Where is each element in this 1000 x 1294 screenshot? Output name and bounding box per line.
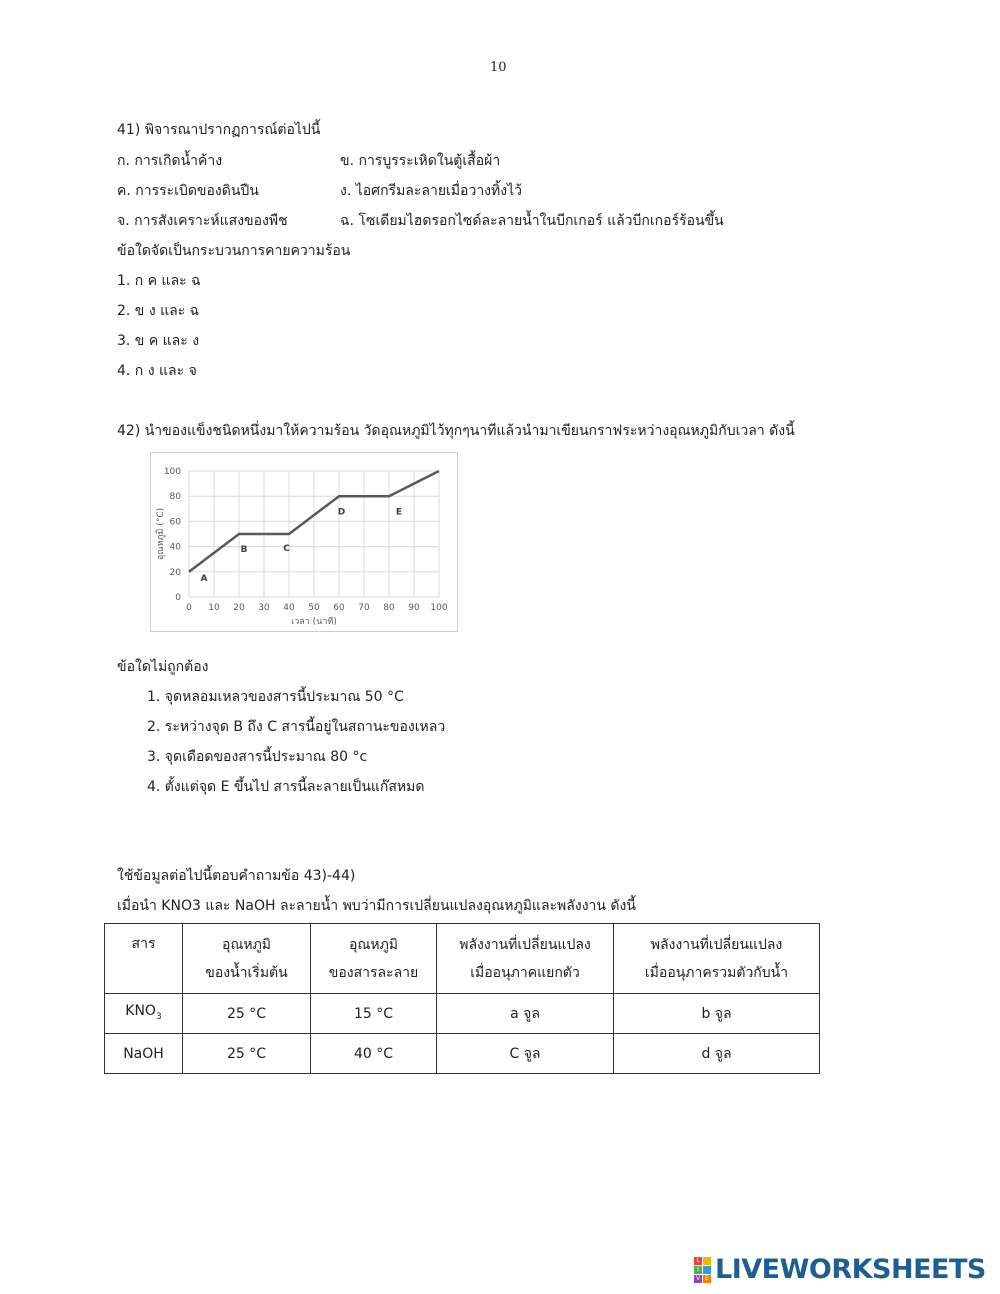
x-tick-label: 10 <box>208 603 220 613</box>
header-water-temp-line1: อุณหภูมิ <box>221 936 272 953</box>
page-number: 10 <box>490 60 507 75</box>
q41-item-chor: ฉ. โซเดียมไฮดรอกไซด์ละลายน้ำในบีกเกอร์ แล้วบีกเกอร์ร้อนขึ้น <box>340 213 724 229</box>
logo-block <box>703 1257 711 1265</box>
q41-item-ko: ก. การเกิดน้ำค้าง <box>117 153 223 169</box>
cell-energy-combine[interactable]: b จูล <box>614 994 820 1034</box>
y-tick-label: 100 <box>163 467 181 477</box>
q41-choice-1[interactable]: 1. ก ค และ ฉ <box>117 273 201 289</box>
q41-item-kho: ข. การบูรระเหิดในตู้เสื้อผ้า <box>340 153 501 169</box>
logo-text: LIVEWORKSHEETS <box>715 1254 986 1285</box>
logo-block: V <box>695 1274 701 1282</box>
q41-title: 41) พิจารณาปรากฏการณ์ต่อไปนี้ <box>117 122 321 138</box>
q42-choice-3[interactable]: 3. จุดเดือดของสารนี้ประมาณ 80 °c <box>147 749 368 765</box>
q42-question: ข้อใดไม่ถูกต้อง <box>117 659 209 675</box>
cell-water-temp: 25 °C <box>183 1034 311 1074</box>
x-tick-label: 20 <box>233 603 245 613</box>
x-axis-label: เวลา (นาที) <box>291 617 337 627</box>
header-solution-temp-line1: อุณหภูมิ <box>348 936 399 953</box>
cell-energy-combine[interactable]: d จูล <box>614 1034 820 1074</box>
header-energy-separate-line2: เมื่ออนุภาคแยกตัว <box>470 964 580 981</box>
y-tick-label: 40 <box>169 542 181 553</box>
point-label-b: B <box>240 545 248 556</box>
table-row <box>105 994 820 1034</box>
x-tick-label: 60 <box>333 603 345 613</box>
header-solution-temp <box>311 924 437 994</box>
header-energy-combine-line1: พลังงานที่เปลี่ยนแปลง <box>650 936 783 953</box>
q42-choice-2[interactable]: 2. ระหว่างจุด B ถึง C สารนี้อยู่ในสถานะของเหลว <box>147 719 446 735</box>
q41-item-ngo: ง. ไอศกรีมละลายเมื่อวางทิ้งไว้ <box>340 183 522 199</box>
point-label-a: A <box>200 574 208 585</box>
x-tick-label: 90 <box>408 603 420 613</box>
y-tick-label: 80 <box>169 492 181 503</box>
cell-water-temp: 25 °C <box>183 994 311 1034</box>
y-tick-label: 20 <box>169 567 181 578</box>
x-tick-label: 40 <box>283 603 295 613</box>
y-tick-label: 0 <box>175 593 181 603</box>
point-label-c: C <box>283 543 290 554</box>
q43-intro-2: เมื่อนำ KNO3 และ NaOH ละลายน้ำ พบว่ามีการเปลี่ยนแปลงอุณหภูมิและพลังงาน ดังนี้ <box>117 898 636 914</box>
cell-substance: NaOH <box>105 1034 183 1074</box>
logo-block: E <box>703 1275 711 1283</box>
q41-choice-4[interactable]: 4. ก ง และ จ <box>117 363 197 379</box>
chart-svg <box>151 453 457 631</box>
liveworksheets-logo <box>694 1254 986 1285</box>
header-water-temp <box>183 924 311 994</box>
x-tick-label: 30 <box>258 603 270 613</box>
table-header-row <box>105 924 820 994</box>
q41-item-kho-khon: ค. การระเบิดของดินปืน <box>117 183 259 199</box>
q41-item-cho: จ. การสังเคราะห์แสงของพืช <box>117 213 288 229</box>
q41-choice-2[interactable]: 2. ข ง และ ฉ <box>117 303 200 319</box>
cell-substance <box>105 994 183 1034</box>
cell-solution-temp: 15 °C <box>311 994 437 1034</box>
header-energy-combine-line2: เมื่ออนุภาครวมตัวกับน้ำ <box>644 964 789 981</box>
header-water-temp-line2: ของน้ำเริ่มต้น <box>205 964 288 981</box>
logo-blocks-icon <box>694 1257 711 1283</box>
x-tick-label: 80 <box>383 603 395 613</box>
point-label-d: D <box>337 507 346 518</box>
cell-energy-separate[interactable]: C จูล <box>437 1034 614 1074</box>
q41-choice-3[interactable]: 3. ข ค และ ง <box>117 333 200 349</box>
header-substance-line1: สาร <box>131 936 156 952</box>
cell-solution-temp: 40 °C <box>311 1034 437 1074</box>
x-tick-label: 100 <box>430 603 448 613</box>
logo-block: I <box>694 1266 702 1274</box>
point-label-e: E <box>395 507 403 518</box>
x-tick-label: 0 <box>186 603 192 613</box>
logo-block: L <box>694 1257 702 1265</box>
y-axis-label: อุณหภูมิ (°C) <box>156 507 166 561</box>
header-energy-combine <box>614 924 820 994</box>
header-energy-separate <box>437 924 614 994</box>
cell-energy-separate[interactable]: a จูล <box>437 994 614 1034</box>
q43-intro: ใช้ข้อมูลต่อไปนี้ตอบคำถามข้อ 43)-44) <box>117 868 356 884</box>
q42-choice-4[interactable]: 4. ตั้งแต่จุด E ขึ้นไป สารนี้ละลายเป็นแก๊สหมด <box>147 779 425 795</box>
header-solution-temp-line2: ของสารละลาย <box>328 964 419 981</box>
q42-title: 42) นำของแข็งชนิดหนึ่งมาให้ความร้อน วัดอุณหภูมิไว้ทุกๆนาทีแล้วนำมาเขียนกราฟระหว่างอุณหภูมิกับเวลา ดังนี้ <box>117 423 795 439</box>
y-tick-label: 60 <box>169 517 181 528</box>
header-energy-separate-line1: พลังงานที่เปลี่ยนแปลง <box>459 936 591 953</box>
dissolution-table <box>104 923 820 1074</box>
x-tick-label: 50 <box>308 603 320 613</box>
subscript-3: 3 <box>155 1011 162 1022</box>
q42-choice-1[interactable]: 1. จุดหลอมเหลวของสารนี้ประมาณ 50 °C <box>147 689 404 705</box>
substance-kno3: KNO <box>125 1002 156 1019</box>
logo-block <box>703 1266 711 1274</box>
temperature-time-chart <box>150 452 458 632</box>
header-substance <box>105 924 183 994</box>
q41-question: ข้อใดจัดเป็นกระบวนการคายความร้อน <box>117 243 351 259</box>
x-tick-label: 70 <box>358 603 370 613</box>
table-row <box>105 1034 820 1074</box>
